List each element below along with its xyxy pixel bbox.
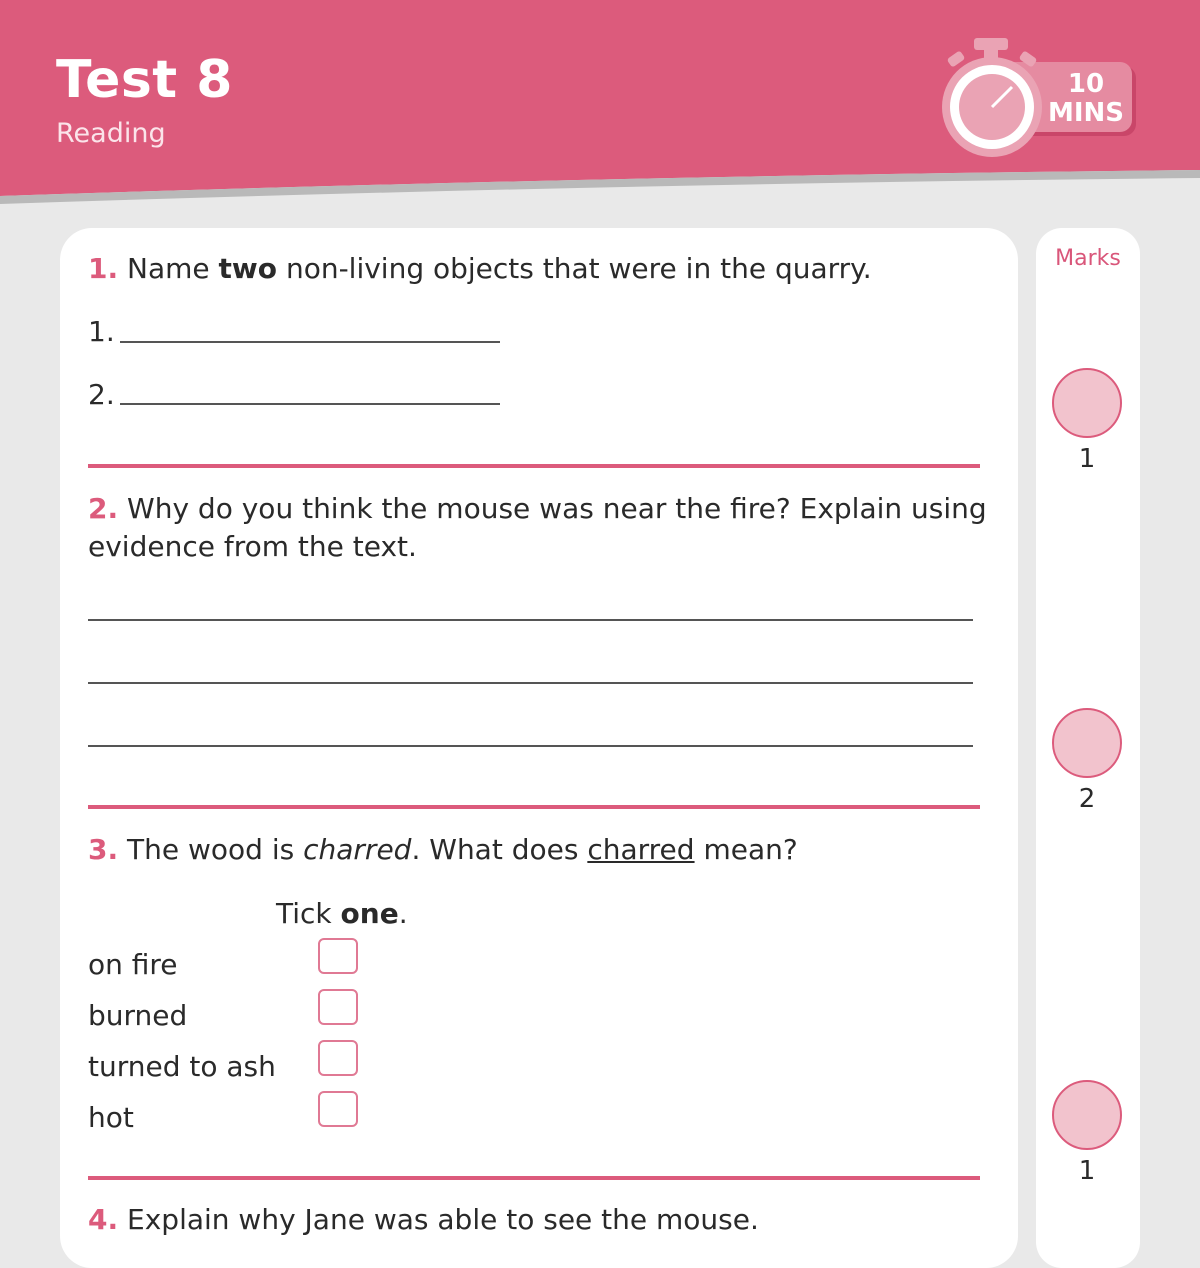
mark-box-q1[interactable]	[1052, 368, 1122, 438]
instruction-emphasis: one	[340, 897, 399, 930]
question-4	[88, 1201, 759, 1239]
mark-box-q3[interactable]	[1052, 1080, 1122, 1150]
question-number: 1.	[88, 252, 119, 285]
tick-box-burned[interactable]	[318, 989, 358, 1025]
timer-unit: MINS	[1047, 98, 1125, 128]
question-text: non-living objects that were in the quarry.	[277, 252, 872, 285]
question-text: Explain why Jane was able to see the mouse.	[127, 1203, 759, 1236]
tick-box-on-fire[interactable]	[318, 938, 358, 974]
section-divider	[88, 1176, 980, 1180]
tick-box-turned-to-ash[interactable]	[318, 1040, 358, 1076]
tick-instruction	[276, 895, 408, 933]
questions-card	[60, 228, 1018, 1268]
option-label: burned	[88, 999, 188, 1032]
instruction-text: Tick	[276, 897, 341, 930]
mark-value-q2: 2	[1078, 784, 1096, 814]
instruction-text: .	[398, 897, 408, 930]
question-text: Why do you think the mouse was near the fire? Explain using	[127, 492, 987, 525]
question-number: 4.	[88, 1203, 119, 1236]
question-emphasis: two	[218, 252, 278, 285]
answer-line-q2-1[interactable]	[88, 619, 973, 621]
question-underline: charred	[587, 833, 695, 866]
page-subtitle: Reading	[56, 118, 166, 149]
answer-line-q1-2[interactable]	[120, 403, 500, 405]
page-title: Test 8	[56, 50, 233, 110]
tick-box-hot[interactable]	[318, 1091, 358, 1127]
option-label: on fire	[88, 948, 178, 981]
section-divider	[88, 464, 980, 468]
answer-label-2: 2.	[88, 378, 115, 411]
mark-box-q2[interactable]	[1052, 708, 1122, 778]
mark-value-q1: 1	[1078, 444, 1096, 474]
timer-number: 10	[1067, 69, 1105, 99]
answer-label-1: 1.	[88, 315, 115, 348]
question-text: mean?	[694, 833, 798, 866]
question-number: 3.	[88, 833, 119, 866]
section-divider	[88, 805, 980, 809]
marks-heading: Marks	[1055, 246, 1121, 271]
question-2	[88, 490, 987, 566]
answer-line-q2-3[interactable]	[88, 745, 973, 747]
timer-label	[1046, 70, 1126, 128]
question-text: . What does	[411, 833, 588, 866]
question-emphasis: charred	[303, 833, 412, 866]
answer-line-q2-2[interactable]	[88, 682, 973, 684]
question-number: 2.	[88, 492, 119, 525]
option-label: turned to ash	[88, 1050, 276, 1083]
question-1	[88, 250, 872, 288]
mark-value-q3: 1	[1078, 1156, 1096, 1186]
question-text: The wood is	[127, 833, 304, 866]
question-text: Name	[127, 252, 219, 285]
question-3	[88, 831, 798, 869]
question-text: evidence from the text.	[88, 530, 417, 563]
answer-line-q1-1[interactable]	[120, 341, 500, 343]
option-label: hot	[88, 1101, 134, 1134]
